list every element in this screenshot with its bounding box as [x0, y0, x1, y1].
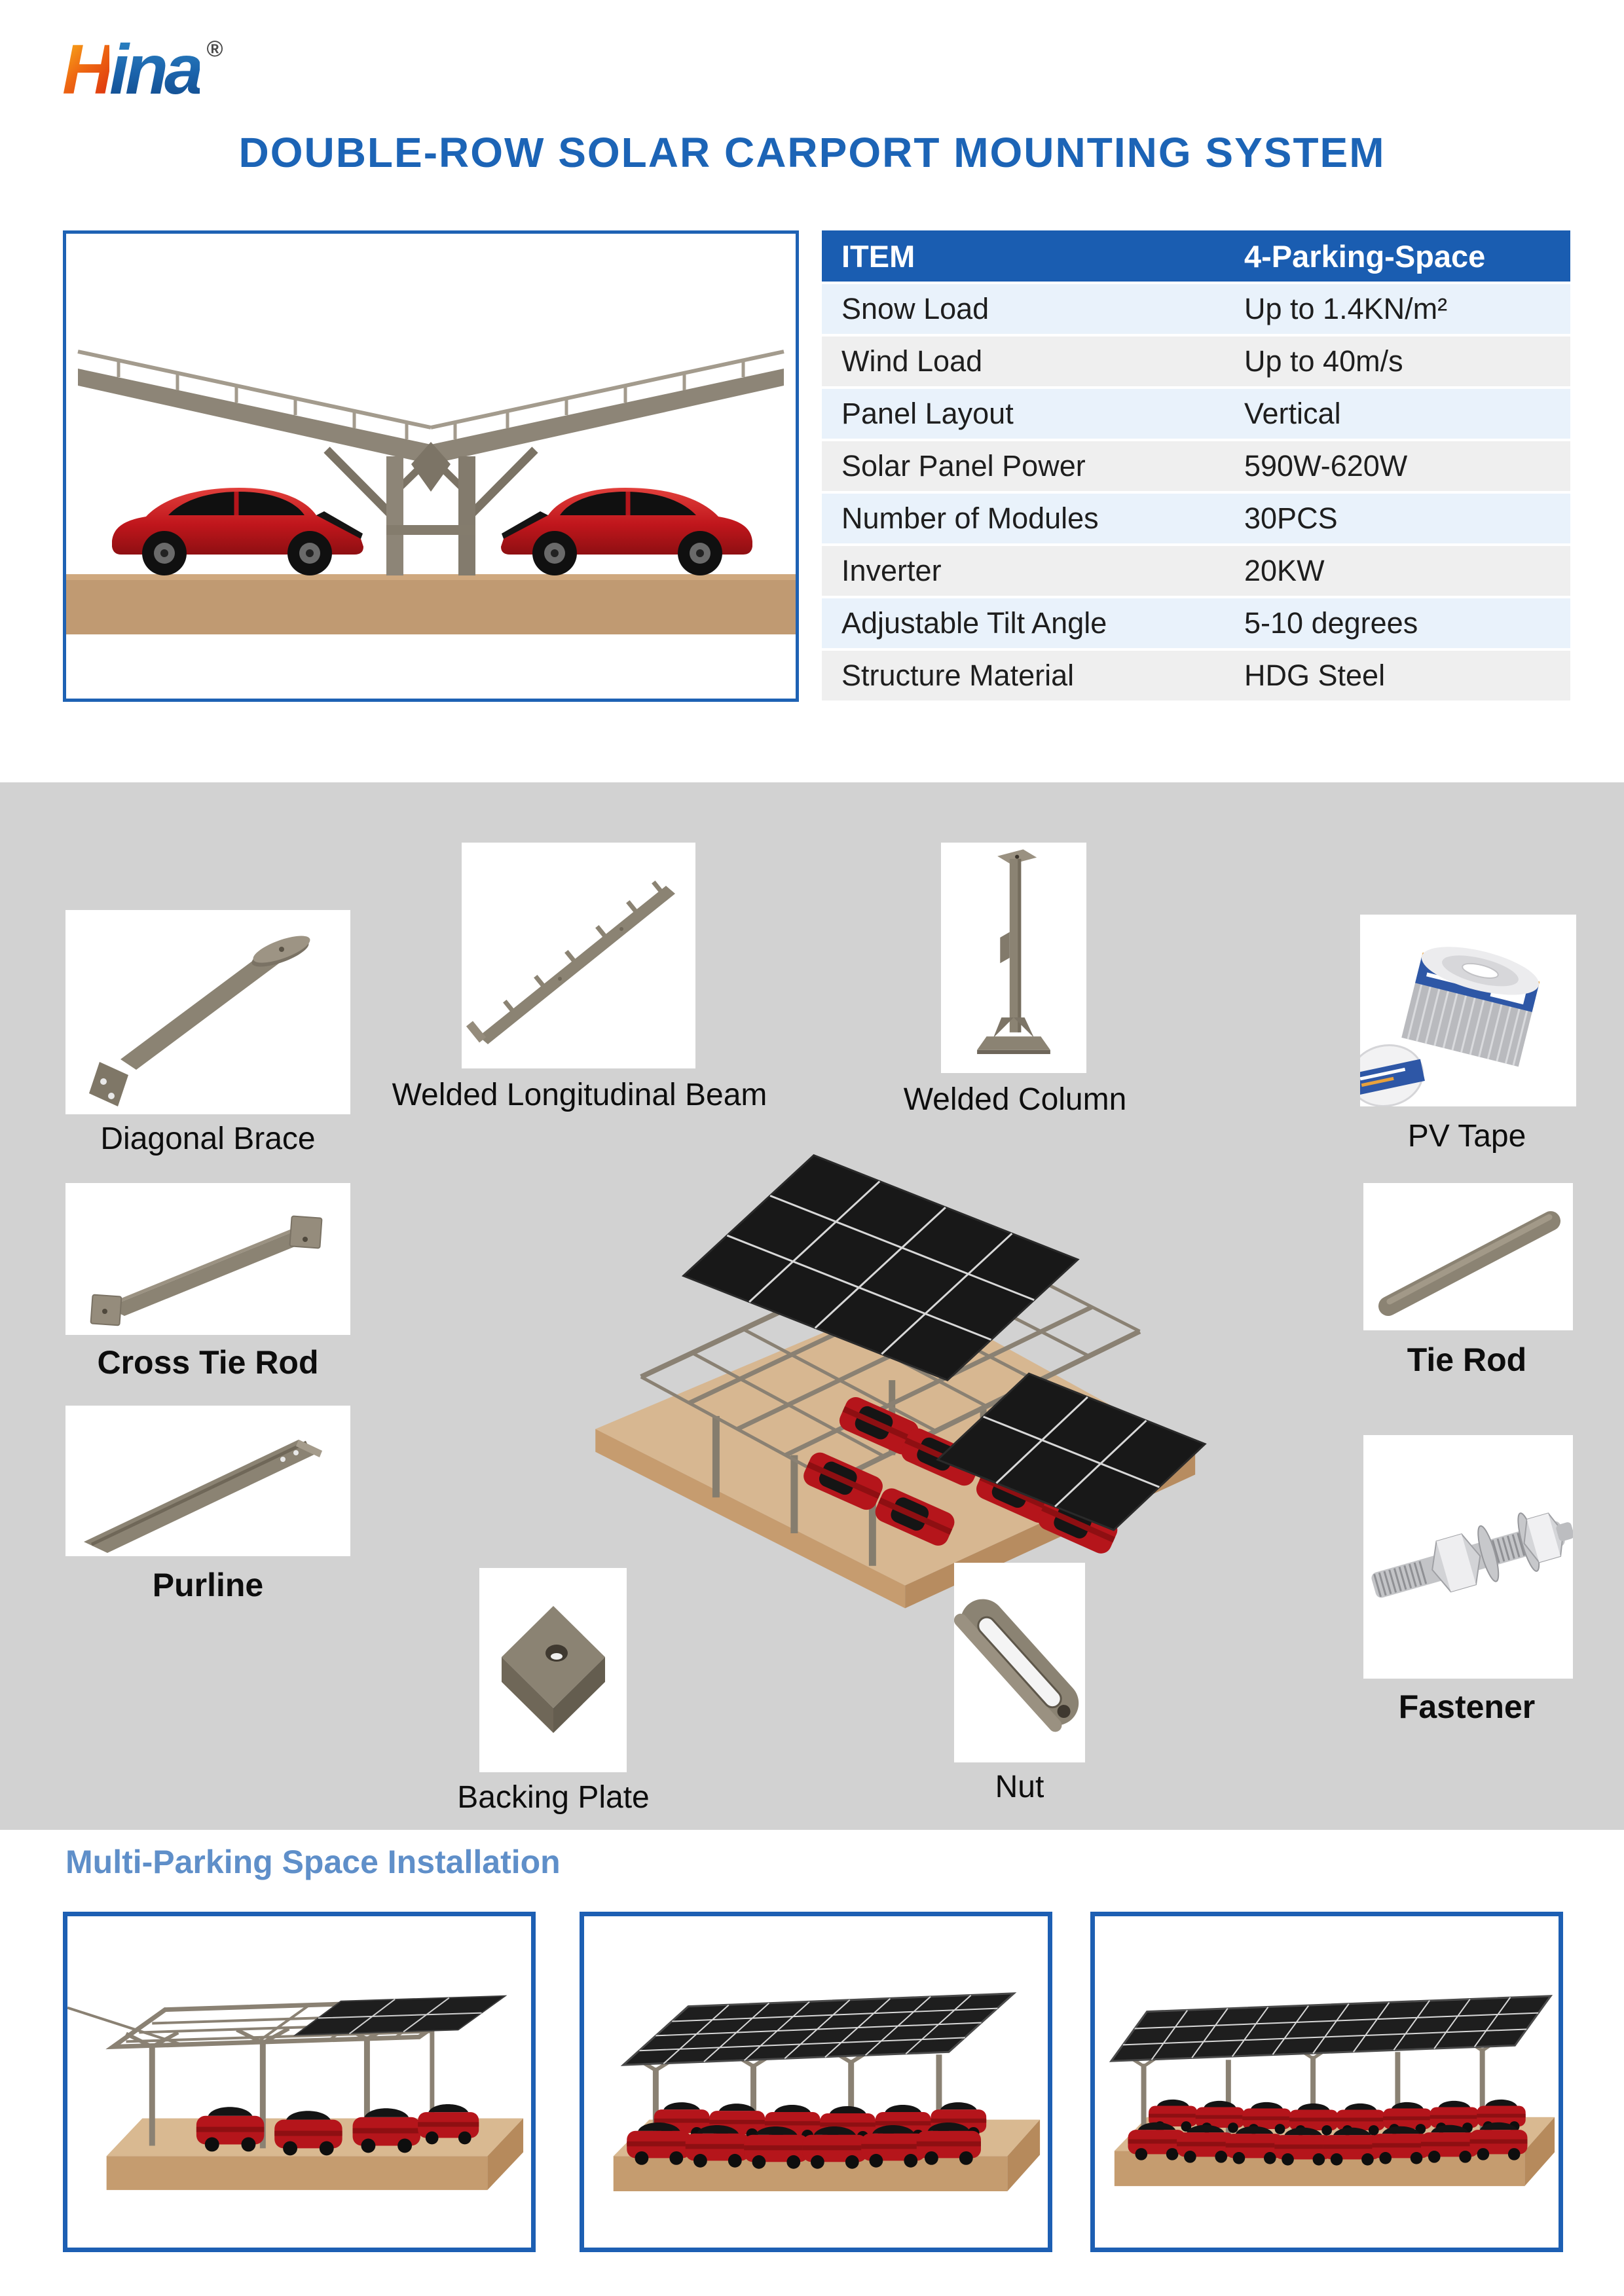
carport-isometric-illustration — [488, 1100, 1218, 1609]
welded-column-illustration — [941, 843, 1086, 1073]
brand-logo-letter: H — [62, 29, 109, 109]
part-label-tie-rod: Tie Rod — [1407, 1341, 1527, 1378]
table-row — [822, 337, 1570, 386]
part-label-diagonal-brace: Diagonal Brace — [100, 1121, 316, 1156]
part-image-welded-column — [941, 843, 1086, 1073]
row-label: Number of Modules — [841, 501, 1099, 535]
part-label-backing-plate: Backing Plate — [457, 1780, 650, 1815]
table-row — [822, 546, 1570, 596]
part-label-pv-tape: PV Tape — [1407, 1119, 1526, 1154]
row-label: Snow Load — [841, 292, 989, 325]
purline-illustration — [65, 1406, 350, 1556]
part-image-diagonal-brace — [65, 910, 350, 1114]
brand-logo-text: ina — [109, 29, 200, 109]
install-render-wide — [1095, 1916, 1559, 2248]
welded-longitudinal-beam-illustration — [462, 843, 695, 1068]
row-value: HDG Steel — [1244, 659, 1386, 692]
carport-3d-render — [488, 1100, 1218, 1611]
nut-illustration — [954, 1563, 1085, 1762]
registered-trademark-icon: ® — [206, 37, 223, 62]
carport-side-view-illustration — [66, 234, 796, 699]
install-photo-3 — [1090, 1912, 1563, 2252]
row-value: 20KW — [1244, 554, 1325, 587]
row-label: Inverter — [841, 554, 942, 587]
part-image-welded-longitudinal-beam — [462, 843, 695, 1068]
part-label-cross-tie-rod: Cross Tie Rod — [97, 1344, 319, 1381]
row-label: Wind Load — [841, 344, 983, 378]
fastener-illustration — [1363, 1435, 1573, 1679]
table-row — [822, 389, 1570, 439]
row-value: 30PCS — [1244, 501, 1338, 535]
pv-tape-illustration — [1360, 915, 1576, 1106]
part-image-nut — [954, 1563, 1085, 1762]
part-image-pv-tape — [1360, 915, 1576, 1106]
spec-table — [822, 230, 1570, 701]
row-label: Solar Panel Power — [841, 449, 1086, 483]
install-render-full-panels — [584, 1916, 1048, 2248]
row-value: Up to 40m/s — [1244, 344, 1403, 378]
cross-tie-rod-illustration — [65, 1183, 350, 1335]
part-image-cross-tie-rod — [65, 1183, 350, 1335]
spec-table-header — [822, 230, 1570, 282]
table-row — [822, 651, 1570, 701]
diagonal-brace-illustration — [65, 910, 350, 1114]
install-photo-1 — [63, 1912, 536, 2252]
multi-parking-heading: Multi-Parking Space Installation — [65, 1844, 561, 1880]
install-photo-2 — [580, 1912, 1052, 2252]
brand-logo — [62, 29, 223, 113]
row-label: Structure Material — [841, 659, 1075, 692]
part-label-welded-column: Welded Column — [903, 1082, 1127, 1117]
part-label-nut: Nut — [995, 1770, 1044, 1804]
install-render-frame-only — [67, 1916, 531, 2248]
spec-header-item: ITEM — [841, 238, 915, 274]
part-image-purline — [65, 1406, 350, 1556]
part-label-fastener: Fastener — [1398, 1688, 1536, 1725]
row-value: Vertical — [1244, 397, 1341, 430]
row-label: Panel Layout — [841, 397, 1014, 430]
row-value: 590W-620W — [1244, 449, 1408, 483]
row-label: Adjustable Tilt Angle — [841, 606, 1107, 640]
row-value: 5-10 degrees — [1244, 606, 1418, 640]
tie-rod-illustration — [1363, 1183, 1573, 1330]
row-value: Up to 1.4KN/m² — [1244, 292, 1448, 325]
backing-plate-illustration — [479, 1568, 627, 1772]
table-row — [822, 441, 1570, 491]
carport-side-photo — [63, 230, 799, 702]
table-row — [822, 284, 1570, 334]
part-image-fastener — [1363, 1435, 1573, 1679]
part-label-purline: Purline — [152, 1567, 264, 1603]
table-row — [822, 494, 1570, 543]
spec-header-value: 4-Parking-Space — [1244, 238, 1486, 274]
part-image-tie-rod — [1363, 1183, 1573, 1330]
part-label-welded-longitudinal-beam: Welded Longitudinal Beam — [392, 1078, 767, 1112]
page-title: DOUBLE-ROW SOLAR CARPORT MOUNTING SYSTEM — [238, 129, 1386, 176]
table-row — [822, 598, 1570, 648]
part-image-backing-plate — [479, 1568, 627, 1772]
